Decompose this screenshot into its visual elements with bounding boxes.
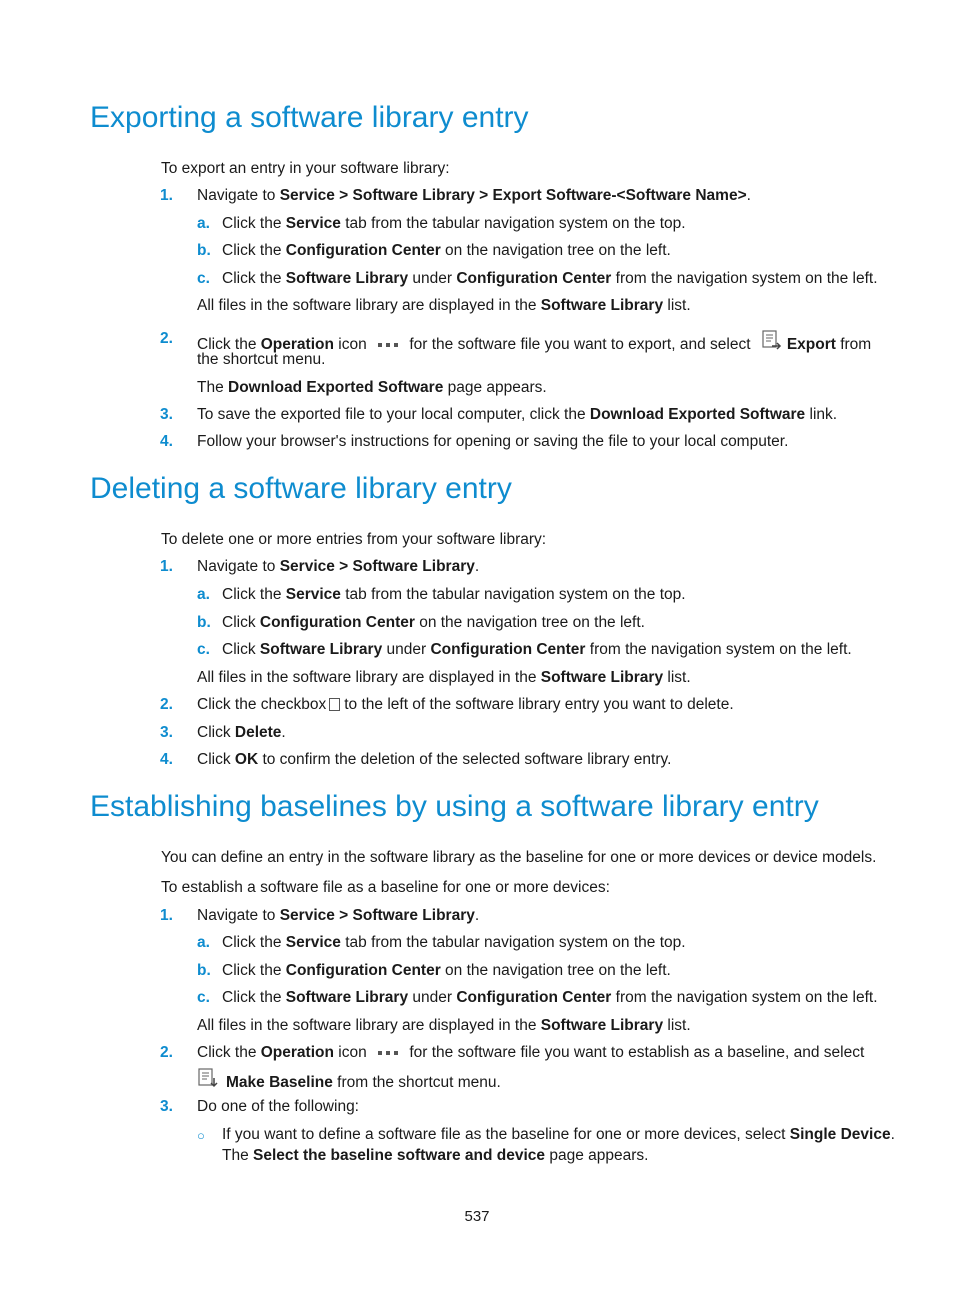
note-text: All files in the software library are displayed in the Software Library list.: [197, 1017, 691, 1034]
section-title-establishing-baselines: Establishing baselines by using a software library entry: [90, 790, 819, 823]
export-icon: [761, 330, 783, 352]
substep-letter: b.: [197, 614, 211, 631]
substep-letter: a.: [197, 934, 210, 951]
substep-text: Click the Software Library under Configuration Center from the navigation system on the left.: [222, 989, 878, 1006]
substep-letter: c.: [197, 641, 210, 658]
substep-letter: b.: [197, 242, 211, 259]
step-text: Click Delete.: [197, 724, 286, 741]
bullet-symbol: ○: [197, 1128, 205, 1143]
step-text: Follow your browser's instructions for opening or saving the file to your local computer.: [197, 433, 789, 450]
note-text: All files in the software library are displayed in the Software Library list.: [197, 297, 691, 314]
make-baseline-icon: [197, 1068, 221, 1090]
substep-text: Click Configuration Center on the navigation tree on the left.: [222, 614, 645, 631]
substep-text: Click the Service tab from the tabular navigation system on the top.: [222, 934, 686, 951]
note-text: The Download Exported Software page appears.: [197, 379, 547, 396]
substep-text: Click the Configuration Center on the navigation tree on the left.: [222, 242, 671, 259]
step-number: 3.: [160, 724, 173, 741]
intro-text: To delete one or more entries from your software library:: [161, 531, 547, 548]
step-number: 1.: [160, 558, 173, 575]
step-number: 3.: [160, 406, 173, 423]
substep-letter: a.: [197, 586, 210, 603]
section-title-deleting: Deleting a software library entry: [90, 472, 512, 505]
step-text: Click the checkbox to the left of the software library entry you want to delete.: [197, 696, 734, 713]
substep-letter: c.: [197, 270, 210, 287]
substep-text: Click the Configuration Center on the navigation tree on the left.: [222, 962, 671, 979]
note-text: All files in the software library are displayed in the Software Library list.: [197, 669, 691, 686]
intro-text: To export an entry in your software library:: [161, 160, 450, 177]
step-number: 1.: [160, 187, 173, 204]
step-number: 2.: [160, 330, 173, 347]
substep-text: Click Software Library under Configuration Center from the navigation system on the left.: [222, 641, 852, 658]
step-text: Click the Operation icon for the software file you want to establish as a baseline, and select: [197, 1044, 865, 1061]
step-text-continued: the shortcut menu.: [197, 351, 326, 368]
checkbox-icon: [329, 698, 340, 711]
step-text: To save the exported file to your local computer, click the Download Exported Software link.: [197, 406, 838, 423]
substep-text: Click the Software Library under Configuration Center from the navigation system on the left.: [222, 270, 878, 287]
step-number: 3.: [160, 1098, 173, 1115]
substep-letter: b.: [197, 962, 211, 979]
step-number: 1.: [160, 907, 173, 924]
intro-text: To establish a software file as a baseline for one or more devices:: [161, 879, 610, 896]
operation-dots-icon: [377, 342, 399, 348]
step-number: 4.: [160, 433, 173, 450]
substep-letter: a.: [197, 215, 210, 232]
step-text: Navigate to Service > Software Library.: [197, 558, 480, 575]
step-text: Click the Operation icon for the software file you want to export, and select Export from: [197, 330, 871, 354]
intro-text: You can define an entry in the software library as the baseline for one or more devices or device models.: [161, 849, 877, 866]
bullet-text: If you want to define a software file as the baseline for one or more devices, select Single Device.: [222, 1126, 895, 1143]
step-text: Click OK to confirm the deletion of the selected software library entry.: [197, 751, 672, 768]
bullet-text-continued: The Select the baseline software and device page appears.: [222, 1147, 649, 1164]
substep-letter: c.: [197, 989, 210, 1006]
step-text-continued: Make Baseline from the shortcut menu.: [197, 1068, 501, 1092]
step-number: 2.: [160, 696, 173, 713]
step-text: Navigate to Service > Software Library.: [197, 907, 480, 924]
step-number: 4.: [160, 751, 173, 768]
step-text: Navigate to Service > Software Library > Export Software-<Software Name>.: [197, 187, 751, 204]
step-number: 2.: [160, 1044, 173, 1061]
section-title-exporting: Exporting a software library entry: [90, 101, 529, 134]
page-number: 537: [464, 1208, 490, 1225]
substep-text: Click the Service tab from the tabular navigation system on the top.: [222, 215, 686, 232]
substep-text: Click the Service tab from the tabular navigation system on the top.: [222, 586, 686, 603]
operation-dots-icon: [377, 1050, 399, 1056]
step-text: Do one of the following:: [197, 1098, 359, 1115]
